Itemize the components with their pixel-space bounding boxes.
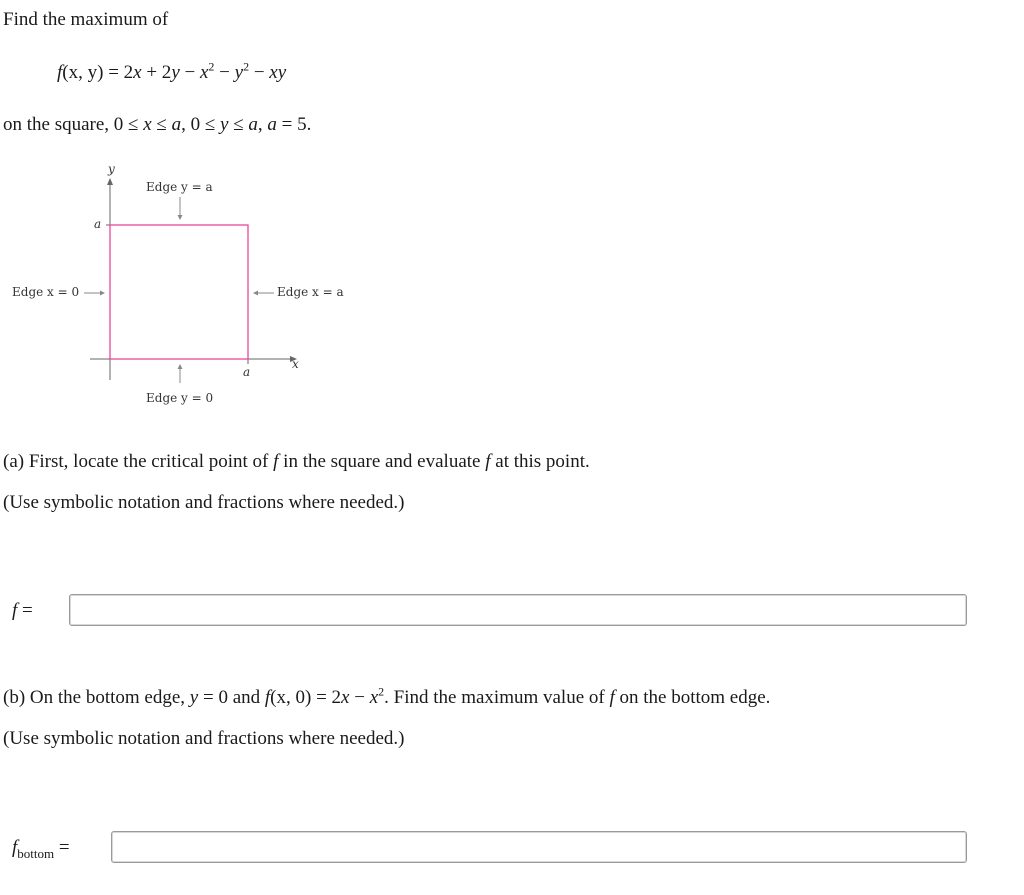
part-b-answer-label: $f_{bottom}$ = — [12, 837, 70, 861]
y-tick-label-a: a — [94, 217, 102, 231]
y-axis-arrow — [107, 178, 113, 185]
problem-intro: Find the maximum of — [3, 9, 169, 30]
square-region — [110, 225, 248, 359]
square-diagram — [0, 155, 380, 415]
function-definition: f(x, $y) = 2x + 2y - x^2 - y^2$ − xy — [57, 59, 287, 83]
y-axis-label: y — [108, 162, 115, 176]
part-a-question: (a) First, locate the critical point of f in the square and evaluate f at this point. — [3, 451, 590, 472]
part-a-answer-label: f = — [12, 600, 33, 621]
domain-statement: on the square, 0 ≤ x ≤ a, 0 ≤ y ≤ a, a = 5. — [3, 114, 312, 135]
edge-left-label: Edge x = 0 — [12, 285, 80, 299]
part-b-hint: (Use symbolic notation and fractions where needed.) — [3, 728, 405, 749]
part-a-hint: (Use symbolic notation and fractions where needed.) — [3, 492, 405, 513]
edge-top-label: Edge y = a — [146, 180, 213, 194]
part-a-answer-box[interactable] — [69, 594, 967, 626]
part-b-question: (b) On the bottom edge, y = 0 and f(x, $0) = 2x - x^2$. Find the maximum value of f on the bottom edge. — [3, 684, 771, 708]
edge-bottom-label: Edge y = 0 — [146, 391, 214, 405]
part-b-answer-box[interactable] — [111, 831, 967, 863]
part-a-answer-input[interactable] — [70, 595, 966, 625]
x-axis-label: x — [292, 357, 299, 371]
part-b-answer-input[interactable] — [112, 832, 966, 862]
x-tick-label-a: a — [243, 365, 251, 379]
edge-right-label: Edge x = a — [277, 285, 344, 299]
